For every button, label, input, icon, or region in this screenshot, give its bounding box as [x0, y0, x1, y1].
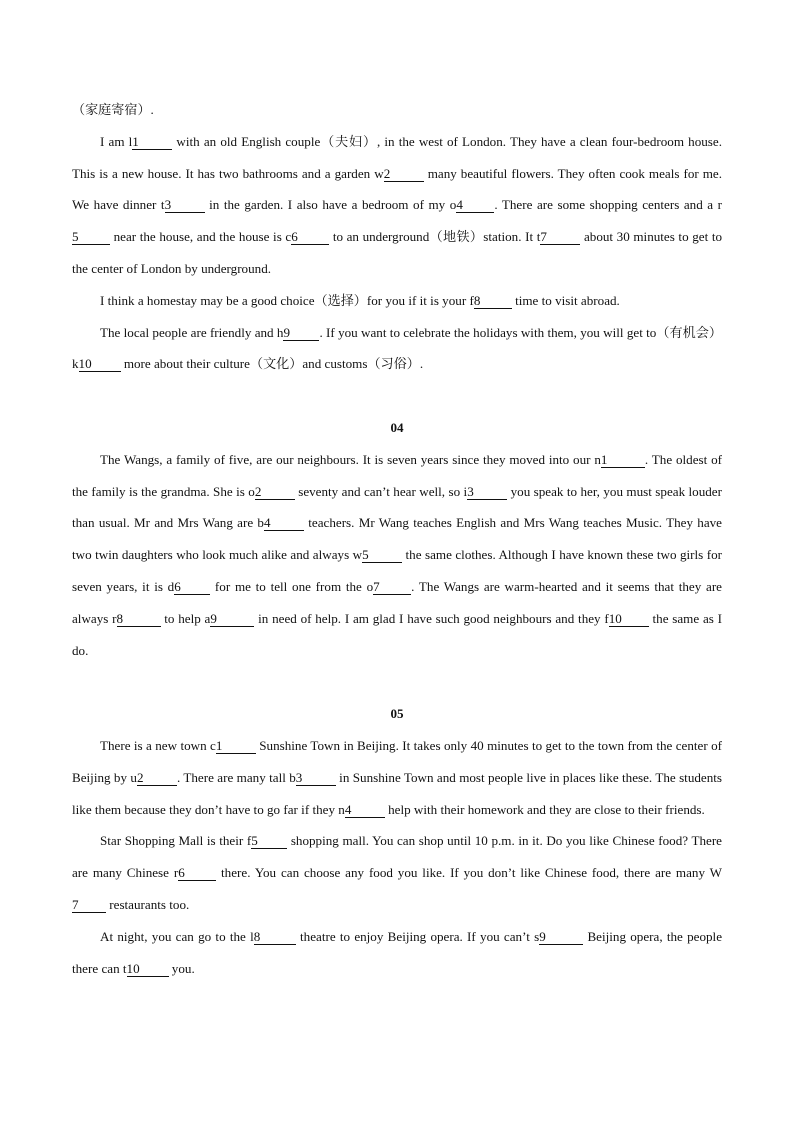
section-04-title: 04 [390, 419, 404, 435]
blank-9[interactable]: 9 [283, 325, 319, 341]
section-05-paragraph-1: There is a new town c1 Sunshine Town in Beijing. It takes only 40 minutes to get to the town from the center of Beijing by u2 . There are many tall b3 in Sunshine Town and most people live in places like these. The students like them because they don’t have to go far if they n4 help with their homework and they are close to their friends. [72, 737, 723, 817]
blank-1[interactable]: 1 [216, 738, 256, 754]
blank-1[interactable]: 1 [601, 452, 645, 468]
blank-7[interactable]: 7 [72, 897, 106, 913]
blank-9[interactable]: 9 [539, 929, 583, 945]
blank-2[interactable]: 2 [255, 484, 295, 500]
blank-7[interactable]: 7 [540, 229, 580, 245]
blank-10[interactable]: 10 [609, 611, 649, 627]
blank-9[interactable]: 9 [210, 611, 254, 627]
section-05-title: 05 [390, 706, 404, 722]
blank-8[interactable]: 8 [254, 929, 296, 945]
section-05-paragraph-2: Star Shopping Mall is their f5 shopping mall. You can shop until 10 p.m. in it. Do you like Chinese food? There are many Chinese r6 there. You can choose any food you like. If you don’t like Chinese food, there are many W7 restaurants too. [72, 833, 722, 912]
section-04-paragraph-1: The Wangs, a family of five, are our neighbours. It is seven years since they moved into our n1 . The oldest of the family is the grandma. She is o2 seventy and can’t hear well, so i3 you speak to her, you must speak louder than usual. Mr and Mrs Wang are b4 teachers. Mr Wang teaches English and Mrs Wang teaches Music. They have two twin daughters who look much alike and always w5 the same clothes. Although I have known these two girls for seven years, it is d6 for me to tell one from the o7 . The Wangs are warm-hearted and it seems that they are always r8 to help a9 in need of help. I am glad I have such good neighbours and they f10 the same as I do. [72, 451, 722, 658]
blank-5[interactable]: 5 [251, 833, 287, 849]
blank-8[interactable]: 8 [474, 293, 512, 309]
document-page [72, 94, 722, 984]
section-03-paragraph-2: I think a homestay may be a good choice（选择）for you if it is your f8 time to visit abroad. [100, 292, 620, 308]
blank-3[interactable]: 3 [296, 770, 336, 786]
blank-5[interactable]: 5 [72, 229, 110, 245]
section-03-paragraph-1: I am l1 with an old English couple（夫妇）, in the west of London. They have a clean four-bedroom house. This is a new house. It has two bathrooms and a garden w2 many beautiful flowers. They often cook meals for me. We have dinner t3 in the garden. I also have a bedroom of my o4 . There are some shopping centers and a r5 near the house, and the house is c6 to an underground（地铁）station. It t7 about 30 minutes to get to the center of London by underground. [72, 133, 723, 276]
blank-3[interactable]: 3 [165, 197, 205, 213]
blank-4[interactable]: 4 [264, 515, 304, 531]
section-03-heading-tail: （家庭寄宿）. [72, 102, 154, 117]
section-03-paragraph-3: The local people are friendly and h9 . If you want to celebrate the holidays with them, you will get to（有机会）k10 more about their culture（文化）and customs（习俗）. [72, 324, 722, 372]
blank-2[interactable]: 2 [384, 166, 424, 182]
blank-4[interactable]: 4 [456, 197, 494, 213]
blank-10[interactable]: 10 [127, 961, 169, 977]
blank-7[interactable]: 7 [373, 579, 411, 595]
blank-3[interactable]: 3 [467, 484, 507, 500]
blank-6[interactable]: 6 [174, 579, 210, 595]
blank-10[interactable]: 10 [79, 356, 121, 372]
blank-4[interactable]: 4 [345, 802, 385, 818]
section-05-paragraph-3: At night, you can go to the l8 theatre to enjoy Beijing opera. If you can’t s9 Beijing opera, the people there can t10 you. [72, 928, 723, 976]
blank-1[interactable]: 1 [132, 134, 172, 150]
blank-6[interactable]: 6 [178, 865, 216, 881]
blank-8[interactable]: 8 [117, 611, 161, 627]
blank-2[interactable]: 2 [137, 770, 177, 786]
blank-5[interactable]: 5 [362, 547, 402, 563]
blank-6[interactable]: 6 [291, 229, 329, 245]
